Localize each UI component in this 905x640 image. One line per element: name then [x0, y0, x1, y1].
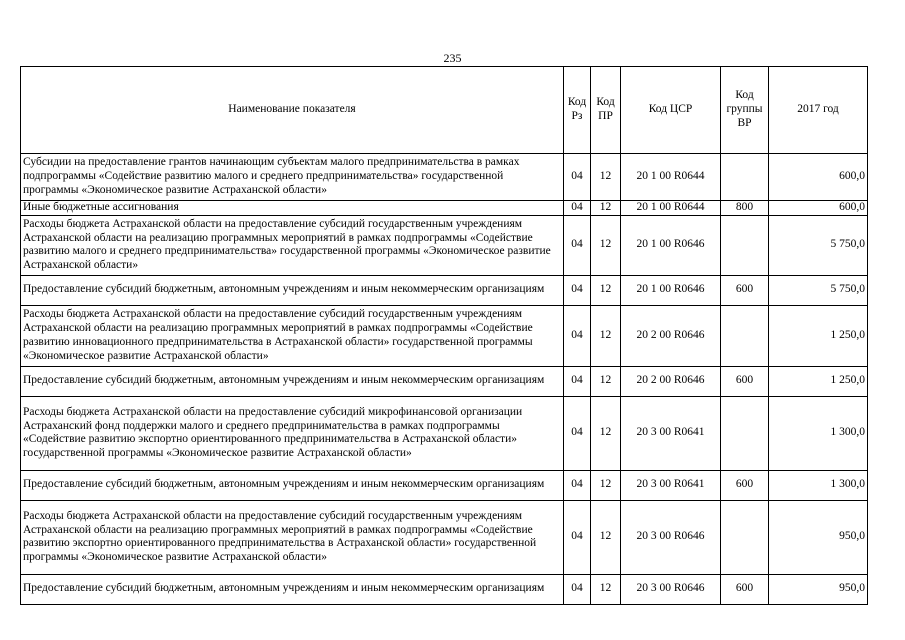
- table-row: [21, 275, 868, 305]
- row-csr: 20 2 00 R0646: [621, 366, 721, 396]
- row-rz: 04: [564, 500, 591, 574]
- row-rz: 04: [564, 154, 591, 201]
- table-row: [21, 154, 868, 201]
- row-pr: 12: [591, 574, 621, 604]
- row-rz: 04: [564, 574, 591, 604]
- row-rz: 04: [564, 215, 591, 275]
- row-amount: 950,0: [769, 500, 868, 574]
- budget-table: [20, 66, 868, 605]
- table-row: [21, 305, 868, 366]
- table-row: [21, 574, 868, 604]
- row-rz: 04: [564, 305, 591, 366]
- row-pr: 12: [591, 275, 621, 305]
- row-csr: 20 1 00 R0644: [621, 201, 721, 216]
- row-rz: 04: [564, 366, 591, 396]
- row-amount: 600,0: [769, 201, 868, 216]
- row-name: Расходы бюджета Астраханской области на предоставление субсидий государственным учреждениям Астраханской области на реализацию программных мероприятий в рамках подпрограммы «Содействие развитию инновационного предпринимательства в Астраханской области» государственной программы «Экономическое развитие Астраханской области»: [21, 305, 564, 366]
- row-vr: [721, 396, 769, 470]
- row-name: Предоставление субсидий бюджетным, автономным учреждениям и иным некоммерческим организациям: [21, 470, 564, 500]
- page-number: 235: [443, 51, 462, 65]
- row-amount: 1 250,0: [769, 366, 868, 396]
- row-name: Расходы бюджета Астраханской области на предоставление субсидий государственным учреждениям Астраханской области на реализацию программных мероприятий в рамках подпрограммы «Содействие развитию малого и среднего предпринимательства» государственной программы «Экономическое развитие Астраханской области»: [21, 215, 564, 275]
- header-name: Наименование показателя: [21, 67, 564, 154]
- row-csr: 20 3 00 R0641: [621, 470, 721, 500]
- table-row: [21, 201, 868, 216]
- row-rz: 04: [564, 201, 591, 216]
- row-name: Предоставление субсидий бюджетным, автономным учреждениям и иным некоммерческим организациям: [21, 366, 564, 396]
- header-vr: Код группы ВР: [721, 67, 769, 154]
- header-year: 2017 год: [769, 67, 868, 154]
- row-name: Расходы бюджета Астраханской области на предоставление субсидий государственным учреждениям Астраханской области на реализацию программных мероприятий в рамках подпрограммы «Содействие развитию экспортно ориентированного предпринимательства в Астраханской области» государственной программы «Экономическое развитие Астраханской области»: [21, 500, 564, 574]
- row-vr: [721, 500, 769, 574]
- row-vr: [721, 305, 769, 366]
- row-amount: 1 300,0: [769, 470, 868, 500]
- row-name: Расходы бюджета Астраханской области на предоставление субсидий микрофинансовой организации Астраханский фонд поддержки малого и среднего предпринимательства в рамках подпрограммы «Содействие развитию экспортно ориентированного предпринимательства в Астраханской области» государственной программы «Экономическое развитие Астраханской области»: [21, 396, 564, 470]
- row-vr: 600: [721, 574, 769, 604]
- row-amount: 5 750,0: [769, 275, 868, 305]
- row-pr: 12: [591, 305, 621, 366]
- row-rz: 04: [564, 396, 591, 470]
- row-name: Предоставление субсидий бюджетным, автономным учреждениям и иным некоммерческим организациям: [21, 275, 564, 305]
- row-name: Предоставление субсидий бюджетным, автономным учреждениям и иным некоммерческим организациям: [21, 574, 564, 604]
- row-rz: 04: [564, 275, 591, 305]
- row-vr: [721, 154, 769, 201]
- row-amount: 5 750,0: [769, 215, 868, 275]
- row-csr: 20 1 00 R0646: [621, 275, 721, 305]
- row-csr: 20 3 00 R0646: [621, 500, 721, 574]
- row-rz: 04: [564, 470, 591, 500]
- table-row: [21, 215, 868, 275]
- row-amount: 950,0: [769, 574, 868, 604]
- row-pr: 12: [591, 215, 621, 275]
- row-pr: 12: [591, 366, 621, 396]
- header-row: [21, 67, 868, 154]
- row-csr: 20 1 00 R0644: [621, 154, 721, 201]
- row-pr: 12: [591, 154, 621, 201]
- row-amount: 600,0: [769, 154, 868, 201]
- row-vr: 800: [721, 201, 769, 216]
- row-pr: 12: [591, 396, 621, 470]
- table-row: [21, 470, 868, 500]
- row-csr: 20 3 00 R0641: [621, 396, 721, 470]
- row-vr: 600: [721, 366, 769, 396]
- table-row: [21, 396, 868, 470]
- row-pr: 12: [591, 201, 621, 216]
- header-pr: Код ПР: [591, 67, 621, 154]
- row-name: Субсидии на предоставление грантов начинающим субъектам малого предпринимательства в рамках подпрограммы «Содействие развитию малого и среднего предпринимательства» государственной программы «Экономическое развитие Астраханской области»: [21, 154, 564, 201]
- header-csr: Код ЦСР: [621, 67, 721, 154]
- row-csr: 20 1 00 R0646: [621, 215, 721, 275]
- row-vr: 600: [721, 470, 769, 500]
- table-row: [21, 366, 868, 396]
- row-pr: 12: [591, 500, 621, 574]
- table-row: [21, 500, 868, 574]
- row-vr: [721, 215, 769, 275]
- row-pr: 12: [591, 470, 621, 500]
- row-csr: 20 2 00 R0646: [621, 305, 721, 366]
- header-rz: Код Рз: [564, 67, 591, 154]
- row-amount: 1 250,0: [769, 305, 868, 366]
- row-vr: 600: [721, 275, 769, 305]
- row-name: Иные бюджетные ассигнования: [21, 201, 564, 216]
- row-amount: 1 300,0: [769, 396, 868, 470]
- row-csr: 20 3 00 R0646: [621, 574, 721, 604]
